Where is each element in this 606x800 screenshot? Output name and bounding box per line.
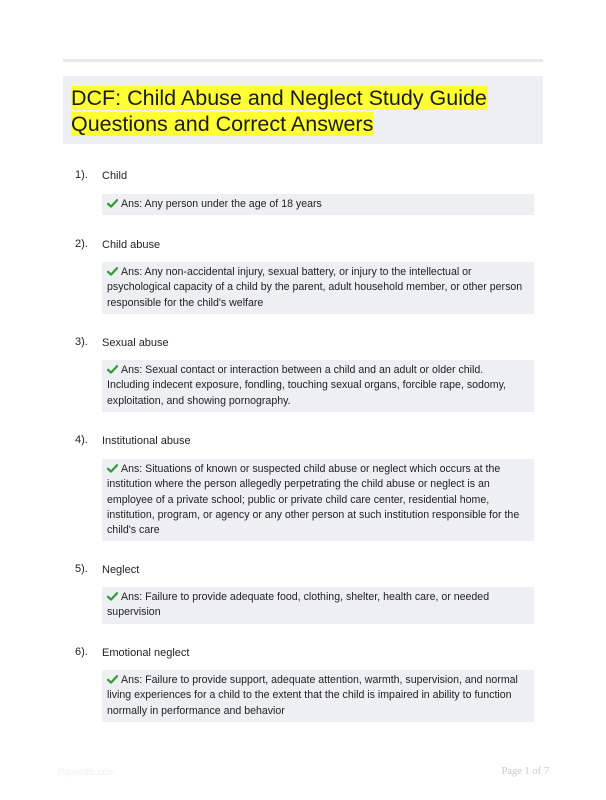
answer-box <box>102 262 534 314</box>
check-icon <box>107 365 118 374</box>
question-number: 3). <box>75 336 88 348</box>
answer-box <box>102 194 534 215</box>
answer-box <box>102 459 534 541</box>
check-icon <box>107 199 118 208</box>
answer-text: Ans: Sexual contact or interaction between a child and an adult or older child. Including indecent exposure, fondling, touching sexual organs, forcible rape, sodomy, exploitation, and showing pornography. <box>107 364 507 407</box>
answer-text: Ans: Any person under the age of 18 years <box>121 198 322 210</box>
title-line-2: Questions and Correct Answers <box>71 112 374 136</box>
answer-box <box>102 360 534 412</box>
check-icon <box>107 267 118 276</box>
answer-text: Ans: Any non-accidental injury, sexual battery, or injury to the intellectual or psychological capacity of a child by the parent, adult household member, or other person responsible for the child's welfare <box>107 266 523 309</box>
check-icon <box>107 464 118 473</box>
question-text: Neglect <box>102 564 140 576</box>
question-text: Child abuse <box>102 239 161 251</box>
question-text: Emotional neglect <box>102 647 190 659</box>
answer-text: Ans: Situations of known or suspected child abuse or neglect which occurs at the institution where the person allegedly perpetrating the child abuse or neglect is an employee of a private school; public or private child care center, residential home, institution, program, or agency or any other person at such institution responsible for the child's care <box>107 463 520 537</box>
check-icon <box>107 675 118 684</box>
answer-text: Ans: Failure to provide support, adequate attention, warmth, supervision, and normal living experiences for a child to the extent that the child is impaired in ability to function normally in performance and behavior <box>107 674 518 717</box>
question-number: 1). <box>75 169 88 181</box>
question-number: 6). <box>75 646 88 658</box>
page-indicator: Page 1 of 7 <box>501 766 549 777</box>
answer-text: Ans: Failure to provide adequate food, clothing, shelter, health care, or needed supervision <box>107 591 490 619</box>
question-text: Child <box>102 170 128 182</box>
question-text: Sexual abuse <box>102 337 169 349</box>
title-line-1: DCF: Child Abuse and Neglect Study Guide <box>71 86 487 110</box>
answer-box <box>102 670 534 722</box>
footer-watermark: Papertific.com <box>58 767 116 777</box>
page-title <box>71 85 535 137</box>
question-number: 2). <box>75 238 88 250</box>
question-text: Institutional abuse <box>102 435 191 447</box>
title-banner <box>63 76 543 144</box>
question-number: 5). <box>75 563 88 575</box>
top-divider <box>63 59 543 62</box>
check-icon <box>107 592 118 601</box>
answer-box <box>102 587 534 624</box>
question-number: 4). <box>75 434 88 446</box>
